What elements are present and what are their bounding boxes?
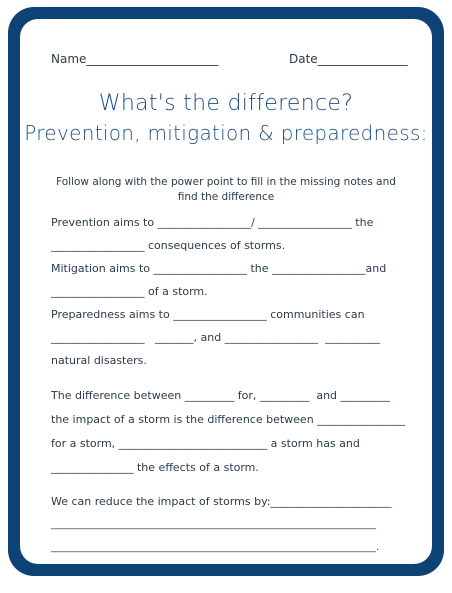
preparedness-line-1[interactable]: Preparedness aims to _________________ communities can <box>51 308 365 321</box>
difference-line-2[interactable]: the impact of a storm is the difference between ________________ <box>51 413 406 426</box>
answer-blank-1[interactable]: _________________________________________________________________ <box>51 519 376 530</box>
preparedness-line-3: natural disasters. <box>51 354 147 367</box>
name-field[interactable]: Name______________________ <box>51 52 219 66</box>
prevention-line-1[interactable]: Prevention aims to _________________/ _________________ the <box>51 216 374 229</box>
difference-line-3[interactable]: for a storm, ___________________________ a storm has and <box>51 437 360 450</box>
difference-line-4[interactable]: _______________ the effects of a storm. <box>51 461 259 474</box>
prevention-line-2[interactable]: _________________ consequences of storms. <box>51 239 286 252</box>
worksheet-page <box>20 19 432 564</box>
difference-line-1[interactable]: The difference between _________ for, _________ and _________ <box>51 389 391 402</box>
instructions-line-1: Follow along with the power point to fill in the missing notes and <box>56 176 396 188</box>
instructions-line-2: find the difference <box>177 191 275 203</box>
reduce-impact-line-1[interactable]: We can reduce the impact of storms by:______________________ <box>51 495 392 508</box>
worksheet-border <box>8 7 444 576</box>
mitigation-line-1[interactable]: Mitigation aims to _________________ the _________________and <box>51 262 387 275</box>
page-subtitle: Prevention, mitigation & preparedness: <box>24 121 428 145</box>
page-title: What's the difference? <box>98 91 354 116</box>
date-field[interactable]: Date_______________ <box>289 52 408 66</box>
preparedness-line-2[interactable]: _________________ _______, and _________________ __________ <box>51 331 381 344</box>
answer-blank-2[interactable]: _________________________________________________________________. <box>51 542 380 553</box>
mitigation-line-2[interactable]: _________________ of a storm. <box>51 285 208 298</box>
